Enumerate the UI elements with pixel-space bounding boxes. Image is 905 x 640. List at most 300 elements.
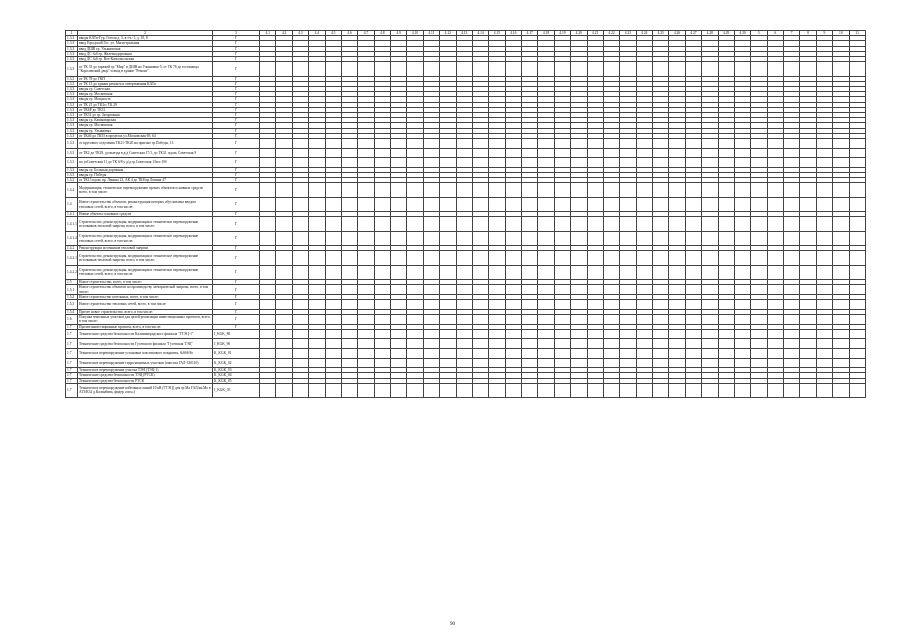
data-cell: [358, 251, 374, 265]
data-cell: [833, 300, 849, 310]
data-cell: [603, 348, 619, 358]
data-cell: [685, 148, 701, 158]
row-unit-code: Г: [213, 314, 260, 324]
data-cell: [833, 139, 849, 149]
data-cell: [505, 383, 521, 397]
data-cell: [309, 148, 325, 158]
data-cell: [734, 358, 750, 368]
header-cell: 4.15: [489, 31, 505, 36]
data-cell: [358, 183, 374, 197]
data-cell: [816, 358, 832, 368]
data-cell: [276, 339, 292, 349]
data-cell: [685, 158, 701, 168]
data-cell: [472, 148, 488, 158]
data-cell: [407, 265, 423, 279]
data-cell: [718, 339, 734, 349]
data-cell: [440, 251, 456, 265]
data-cell: [653, 358, 669, 368]
data-cell: [325, 339, 341, 349]
data-cell: [816, 217, 832, 231]
data-cell: [538, 383, 554, 397]
data-cell: [718, 231, 734, 245]
row-number: 1.3.3: [66, 87, 78, 92]
data-cell: [620, 183, 636, 197]
data-cell: [767, 251, 783, 265]
data-cell: [522, 139, 538, 149]
row-number: 1.3.3: [66, 76, 78, 81]
data-cell: [260, 139, 276, 149]
data-cell: [685, 383, 701, 397]
data-cell: [260, 339, 276, 349]
data-cell: [440, 62, 456, 76]
row-name: Техническое перевооружение кабельных линий 10 кВ (ГТЭЦ) для гр.Ма ГАЛ/кн.Мо в АТЗ/К32 д.Калинбива, фидер «пох»): [78, 383, 213, 397]
data-cell: [816, 285, 832, 295]
row-name: Техническое перевооружение гидрозащитных участков (очистка ГАЛ-330110): [78, 358, 213, 368]
data-cell: [718, 348, 734, 358]
data-cell: [636, 158, 652, 168]
data-cell: [849, 183, 865, 197]
data-cell: [374, 158, 390, 168]
data-cell: [603, 158, 619, 168]
data-cell: [391, 348, 407, 358]
data-cell: [325, 329, 341, 339]
data-cell: [620, 148, 636, 158]
row-number: 1.3.3: [66, 102, 78, 107]
row-name: Новое строительство тепловых сетей, всего, в том числе:: [78, 300, 213, 310]
header-cell: 4.13: [456, 31, 472, 36]
data-cell: [669, 300, 685, 310]
data-cell: [489, 197, 505, 211]
row-name: Строительство, реконструкция, модернизация и техническое перевооружение тепловых сетей, всего, в том числе:: [78, 265, 213, 279]
header-cell: 4.27: [685, 31, 701, 36]
data-cell: [292, 265, 308, 279]
data-cell: [800, 62, 816, 76]
data-cell: [325, 358, 341, 368]
data-cell: [292, 231, 308, 245]
data-cell: [751, 300, 767, 310]
row-name: от ТК6Р до ТК31: [78, 107, 213, 112]
row-unit-code: J_КGK_90: [213, 339, 260, 349]
data-cell: [767, 300, 783, 310]
row-name: вводы гр. Ульяновых: [78, 128, 213, 133]
data-cell: [718, 217, 734, 231]
row-name: от ТК31 до гр. Заторожная: [78, 113, 213, 118]
data-cell: [374, 251, 390, 265]
data-cell: [358, 300, 374, 310]
data-cell: [784, 285, 800, 295]
data-cell: [554, 183, 570, 197]
data-cell: [571, 231, 587, 245]
data-cell: [718, 62, 734, 76]
data-cell: [440, 183, 456, 197]
data-cell: [849, 217, 865, 231]
data-cell: [341, 348, 357, 358]
data-cell: [391, 314, 407, 324]
data-cell: [522, 158, 538, 168]
data-cell: [784, 217, 800, 231]
table-row: [66, 285, 866, 295]
row-name: вводы гр. Московская: [78, 92, 213, 97]
data-cell: [309, 314, 325, 324]
header-cell: 3: [213, 31, 260, 36]
data-cell: [505, 62, 521, 76]
data-cell: [522, 183, 538, 197]
row-unit-code: Г: [213, 123, 260, 128]
data-cell: [505, 197, 521, 211]
data-cell: [669, 251, 685, 265]
data-cell: [407, 148, 423, 158]
data-cell: [292, 383, 308, 397]
row-name: Новое строительство котельных, всего, в том числе:: [78, 294, 213, 299]
data-cell: [260, 348, 276, 358]
row-name: Прочее новое строительство, всего, в том числе:: [78, 309, 213, 314]
row-name: от ТК2 до ТК29, до выезда в д/д Советская 17/1, до ТК31, вдоль Советская 9: [78, 148, 213, 158]
row-name: Технические средства безопасности Калининградского филиала "ГТЭЦ-1": [78, 329, 213, 339]
data-cell: [440, 339, 456, 349]
data-cell: [685, 265, 701, 279]
data-cell: [685, 62, 701, 76]
data-cell: [341, 358, 357, 368]
data-cell: [276, 300, 292, 310]
data-cell: [833, 217, 849, 231]
data-cell: [767, 314, 783, 324]
data-cell: [816, 383, 832, 397]
data-cell: [751, 329, 767, 339]
data-cell: [456, 358, 472, 368]
data-cell: [505, 148, 521, 158]
data-cell: [784, 197, 800, 211]
data-cell: [784, 183, 800, 197]
row-unit-code: Г: [213, 294, 260, 299]
data-cell: [292, 62, 308, 76]
data-cell: [260, 62, 276, 76]
data-cell: [718, 265, 734, 279]
data-cell: [833, 383, 849, 397]
data-cell: [505, 231, 521, 245]
data-cell: [391, 183, 407, 197]
data-cell: [260, 285, 276, 295]
data-cell: [341, 183, 357, 197]
data-cell: [784, 339, 800, 349]
data-cell: [784, 231, 800, 245]
data-cell: [260, 329, 276, 339]
header-cell: 4.10: [407, 31, 423, 36]
header-cell: 4.21: [587, 31, 603, 36]
row-unit-code: Г: [213, 139, 260, 149]
data-cell: [571, 383, 587, 397]
data-cell: [669, 139, 685, 149]
data-cell: [702, 251, 718, 265]
data-cell: [554, 339, 570, 349]
row-name: от ТК 21 до ТК2о; ТК 29: [78, 102, 213, 107]
data-cell: [734, 314, 750, 324]
data-cell: [489, 314, 505, 324]
data-cell: [800, 348, 816, 358]
row-unit-code: K_KGK_04: [213, 373, 260, 378]
data-cell: [292, 217, 308, 231]
data-cell: [554, 300, 570, 310]
header-cell: 4.17: [522, 31, 538, 36]
data-cell: [554, 62, 570, 76]
data-cell: [358, 231, 374, 245]
data-cell: [685, 339, 701, 349]
data-cell: [456, 300, 472, 310]
data-cell: [456, 314, 472, 324]
data-cell: [669, 265, 685, 279]
data-cell: [505, 183, 521, 197]
data-cell: [702, 139, 718, 149]
data-cell: [358, 62, 374, 76]
data-cell: [636, 62, 652, 76]
data-cell: [784, 314, 800, 324]
data-cell: [751, 183, 767, 197]
data-cell: [309, 285, 325, 295]
data-cell: [489, 139, 505, 149]
data-cell: [374, 139, 390, 149]
data-cell: [653, 158, 669, 168]
row-name: ввод ДШВ гр. Ульяновская: [78, 46, 213, 51]
row-unit-code: Г: [213, 309, 260, 314]
row-unit-code: Г: [213, 167, 260, 172]
data-cell: [407, 62, 423, 76]
data-cell: [358, 329, 374, 339]
row-number: 1.4: [66, 197, 78, 211]
data-cell: [391, 217, 407, 231]
row-unit-code: Г: [213, 92, 260, 97]
data-cell: [751, 265, 767, 279]
header-cell: 11: [849, 31, 865, 36]
data-cell: [636, 383, 652, 397]
data-cell: [587, 62, 603, 76]
header-cell: 4.26: [669, 31, 685, 36]
header-cell: 4.23: [620, 31, 636, 36]
data-cell: [423, 183, 439, 197]
data-cell: [702, 358, 718, 368]
data-cell: [538, 314, 554, 324]
data-cell: [538, 348, 554, 358]
data-cell: [489, 348, 505, 358]
data-cell: [309, 265, 325, 279]
data-cell: [292, 183, 308, 197]
row-name: ввод ДС №6 гр. Вое Комсомольская: [78, 57, 213, 62]
data-cell: [440, 383, 456, 397]
data-cell: [833, 148, 849, 158]
data-cell: [538, 265, 554, 279]
data-cell: [423, 383, 439, 397]
row-name: Технические средства безопасности ТЭЦ (РТСК): [78, 373, 213, 378]
data-cell: [653, 314, 669, 324]
row-number: 1.3.3: [66, 36, 78, 41]
data-cell: [620, 358, 636, 368]
data-cell: [636, 348, 652, 358]
data-cell: [800, 285, 816, 295]
data-cell: [505, 285, 521, 295]
data-cell: [849, 329, 865, 339]
table-row: [66, 339, 866, 349]
data-cell: [784, 383, 800, 397]
row-unit-code: K_KGK_01: [213, 348, 260, 358]
row-number: 1.5: [66, 280, 78, 285]
data-cell: [489, 300, 505, 310]
data-cell: [260, 300, 276, 310]
data-cell: [391, 358, 407, 368]
row-name: Технические средства безопасности РТСК: [78, 378, 213, 383]
data-cell: [423, 329, 439, 339]
data-cell: [849, 231, 865, 245]
data-cell: [751, 348, 767, 358]
data-cell: [505, 348, 521, 358]
data-cell: [603, 314, 619, 324]
data-cell: [571, 183, 587, 197]
data-cell: [620, 197, 636, 211]
data-cell: [751, 139, 767, 149]
data-cell: [489, 285, 505, 295]
data-cell: [603, 148, 619, 158]
data-cell: [849, 139, 865, 149]
header-cell: 4.4: [309, 31, 325, 36]
data-cell: [571, 285, 587, 295]
data-cell: [489, 148, 505, 158]
data-cell: [685, 285, 701, 295]
row-name: Техническое перевооружение участка ТЭН (ТЭЦ-1): [78, 368, 213, 373]
data-cell: [669, 329, 685, 339]
data-cell: [620, 231, 636, 245]
data-cell: [653, 62, 669, 76]
row-name: Новое строительство объектов по производству электрической энергии, всего, в том числе:: [78, 285, 213, 295]
investment-table-sheet: [65, 30, 865, 398]
data-cell: [325, 158, 341, 168]
header-cell: 4.22: [603, 31, 619, 36]
data-cell: [571, 329, 587, 339]
data-cell: [833, 183, 849, 197]
data-cell: [276, 348, 292, 358]
row-unit-code: Г: [213, 280, 260, 285]
data-cell: [358, 339, 374, 349]
data-cell: [522, 265, 538, 279]
data-cell: [538, 148, 554, 158]
data-cell: [816, 231, 832, 245]
data-cell: [767, 329, 783, 339]
data-cell: [653, 300, 669, 310]
data-cell: [341, 339, 357, 349]
data-cell: [669, 183, 685, 197]
data-cell: [538, 285, 554, 295]
row-number: 1.3.3: [66, 107, 78, 112]
data-cell: [456, 231, 472, 245]
row-number: 1.3.3: [66, 139, 78, 149]
data-cell: [653, 251, 669, 265]
data-cell: [505, 339, 521, 349]
header-cell: 4.30: [734, 31, 750, 36]
data-cell: [702, 183, 718, 197]
data-cell: [653, 348, 669, 358]
header-cell: 9: [816, 31, 832, 36]
data-cell: [636, 217, 652, 231]
data-cell: [849, 62, 865, 76]
data-cell: [669, 383, 685, 397]
data-cell: [309, 358, 325, 368]
data-cell: [407, 197, 423, 211]
data-cell: [374, 183, 390, 197]
row-unit-code: Г: [213, 51, 260, 56]
data-cell: [734, 329, 750, 339]
data-cell: [440, 148, 456, 158]
data-cell: [767, 348, 783, 358]
data-cell: [653, 383, 669, 397]
data-cell: [833, 358, 849, 368]
data-cell: [800, 329, 816, 339]
data-cell: [407, 358, 423, 368]
data-cell: [456, 158, 472, 168]
data-cell: [456, 217, 472, 231]
data-cell: [440, 329, 456, 339]
row-number: 1.4.1.1: [66, 217, 78, 231]
data-cell: [554, 285, 570, 295]
data-cell: [456, 265, 472, 279]
row-name: Прочие инвестиционные проекты, всего, в том числе:: [78, 324, 213, 329]
data-cell: [341, 329, 357, 339]
row-number: 1.7: [66, 339, 78, 349]
data-cell: [309, 300, 325, 310]
data-cell: [358, 139, 374, 149]
data-cell: [849, 358, 865, 368]
data-cell: [407, 383, 423, 397]
data-cell: [423, 231, 439, 245]
row-number: 1.4.2: [66, 246, 78, 251]
header-cell: 6: [767, 31, 783, 36]
data-cell: [440, 231, 456, 245]
data-cell: [374, 285, 390, 295]
row-name: вводы гр. Московская: [78, 123, 213, 128]
data-cell: [309, 217, 325, 231]
data-cell: [603, 231, 619, 245]
data-cell: [522, 231, 538, 245]
data-cell: [276, 265, 292, 279]
data-cell: [603, 358, 619, 368]
data-cell: [374, 329, 390, 339]
row-name: Новое строительство объектов, реконструкция которых обусловлена вводом тепловых сетей, всего, в том числе:: [78, 197, 213, 211]
row-name: от кругового отделения ТК21-ТК20 на пригоне гр.Победы, 13: [78, 139, 213, 149]
data-cell: [685, 231, 701, 245]
data-cell: [423, 339, 439, 349]
data-cell: [767, 158, 783, 168]
data-cell: [407, 231, 423, 245]
row-number: 1.4.1: [66, 212, 78, 217]
header-cell: 4.5: [325, 31, 341, 36]
data-cell: [374, 300, 390, 310]
row-name: от ТК13 вдоль пр. Ленина 23, АК 4 до ТК8 пр.Ленина 47: [78, 178, 213, 183]
data-cell: [800, 158, 816, 168]
data-cell: [587, 251, 603, 265]
data-cell: [587, 329, 603, 339]
data-cell: [833, 62, 849, 76]
data-cell: [816, 183, 832, 197]
data-cell: [423, 62, 439, 76]
data-cell: [784, 358, 800, 368]
data-cell: [587, 358, 603, 368]
data-cell: [816, 139, 832, 149]
header-cell: 4.24: [636, 31, 652, 36]
row-unit-code: K_KGK_02: [213, 358, 260, 368]
data-cell: [423, 285, 439, 295]
data-cell: [571, 197, 587, 211]
data-cell: [505, 265, 521, 279]
data-cell: [407, 217, 423, 231]
data-cell: [620, 300, 636, 310]
data-cell: [669, 358, 685, 368]
data-cell: [849, 285, 865, 295]
data-cell: [816, 158, 832, 168]
